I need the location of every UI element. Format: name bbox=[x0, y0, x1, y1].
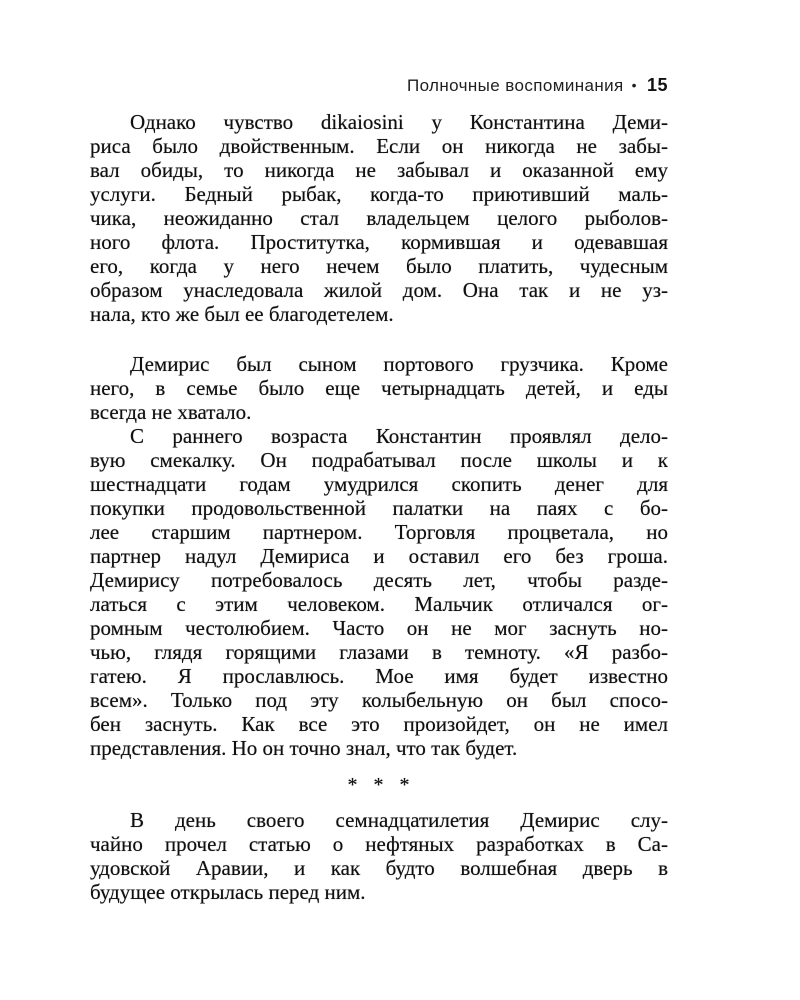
text-line: риса было двойственным. Если он никогда не забы- bbox=[90, 134, 668, 158]
text-line: вал обиды, то никогда не забывал и оказанной ему bbox=[90, 158, 668, 182]
text-line: С раннего возраста Константин проявлял дело- bbox=[130, 424, 668, 448]
text-line: чика, неожиданно стал владельцем целого рыболов- bbox=[90, 206, 668, 230]
text-line: ромным честолюбием. Часто он не мог заснуть но- bbox=[90, 616, 668, 640]
text-line: В день своего семнадцатилетия Демирис слу- bbox=[130, 808, 668, 832]
text-line: шестнадцати годам умудрился скопить денег для bbox=[90, 472, 668, 496]
page-number: 15 bbox=[646, 75, 668, 95]
text-line: чайно прочел статью о нефтяных разработках в Са- bbox=[90, 832, 668, 856]
text-line: всегда не хватало. bbox=[90, 400, 252, 424]
text-line: лее старшим партнером. Торговля процветала, но bbox=[90, 520, 668, 544]
text-line: образом унаследовала жилой дом. Она так и не уз- bbox=[90, 278, 668, 302]
text-line: будущее открылась перед ним. bbox=[90, 880, 366, 904]
paragraph bbox=[90, 424, 668, 760]
text-line: нала, кто же был ее благодетелем. bbox=[90, 302, 394, 326]
text-line: всем». Только под эту колыбельную он был спосо- bbox=[90, 688, 668, 712]
text-line: представления. Но он точно знал, что так будет. bbox=[90, 736, 518, 760]
text-line: вую смекалку. Он подрабатывал после школы и к bbox=[90, 448, 668, 472]
text-line: покупки продовольственной палатки на паях с бо- bbox=[90, 496, 668, 520]
text-line: Однако чувство dikaiosini у Константина Деми- bbox=[130, 110, 668, 134]
text-line: чью, глядя горящими глазами в темноту. «Я разбо- bbox=[90, 640, 668, 664]
section-break: * * * bbox=[347, 774, 411, 796]
bullet-separator: • bbox=[631, 77, 637, 93]
text-line: Демирис был сыном портового грузчика. Кроме bbox=[130, 352, 668, 376]
text-line: партнер надул Демириса и оставил его без гроша. bbox=[90, 544, 668, 568]
text-line: Демирису потребовалось десять лет, чтобы разде- bbox=[90, 568, 668, 592]
text-line: гатею. Я прославлюсь. Мое имя будет известно bbox=[90, 664, 668, 688]
text-line: латься с этим человеком. Мальчик отличался ог- bbox=[90, 592, 668, 616]
text-line: его, когда у него нечем было платить, чудесным bbox=[90, 254, 668, 278]
text-line: него, в семье было еще четырнадцать детей, и еды bbox=[90, 376, 668, 400]
paragraph bbox=[90, 110, 668, 326]
page-body bbox=[90, 110, 668, 904]
text-line: удовской Аравии, и как будто волшебная дверь в bbox=[90, 856, 668, 880]
text-line: ного флота. Проститутка, кормившая и одевавшая bbox=[90, 230, 668, 254]
paragraph bbox=[90, 352, 668, 424]
book-title: Полночные воспоминания bbox=[406, 76, 624, 95]
running-header bbox=[0, 74, 668, 97]
paragraph bbox=[90, 808, 668, 904]
text-line: бен заснуть. Как все это произойдет, он не имел bbox=[90, 712, 668, 736]
text-line: услуги. Бедный рыбак, когда-то приютивший маль- bbox=[90, 182, 668, 206]
